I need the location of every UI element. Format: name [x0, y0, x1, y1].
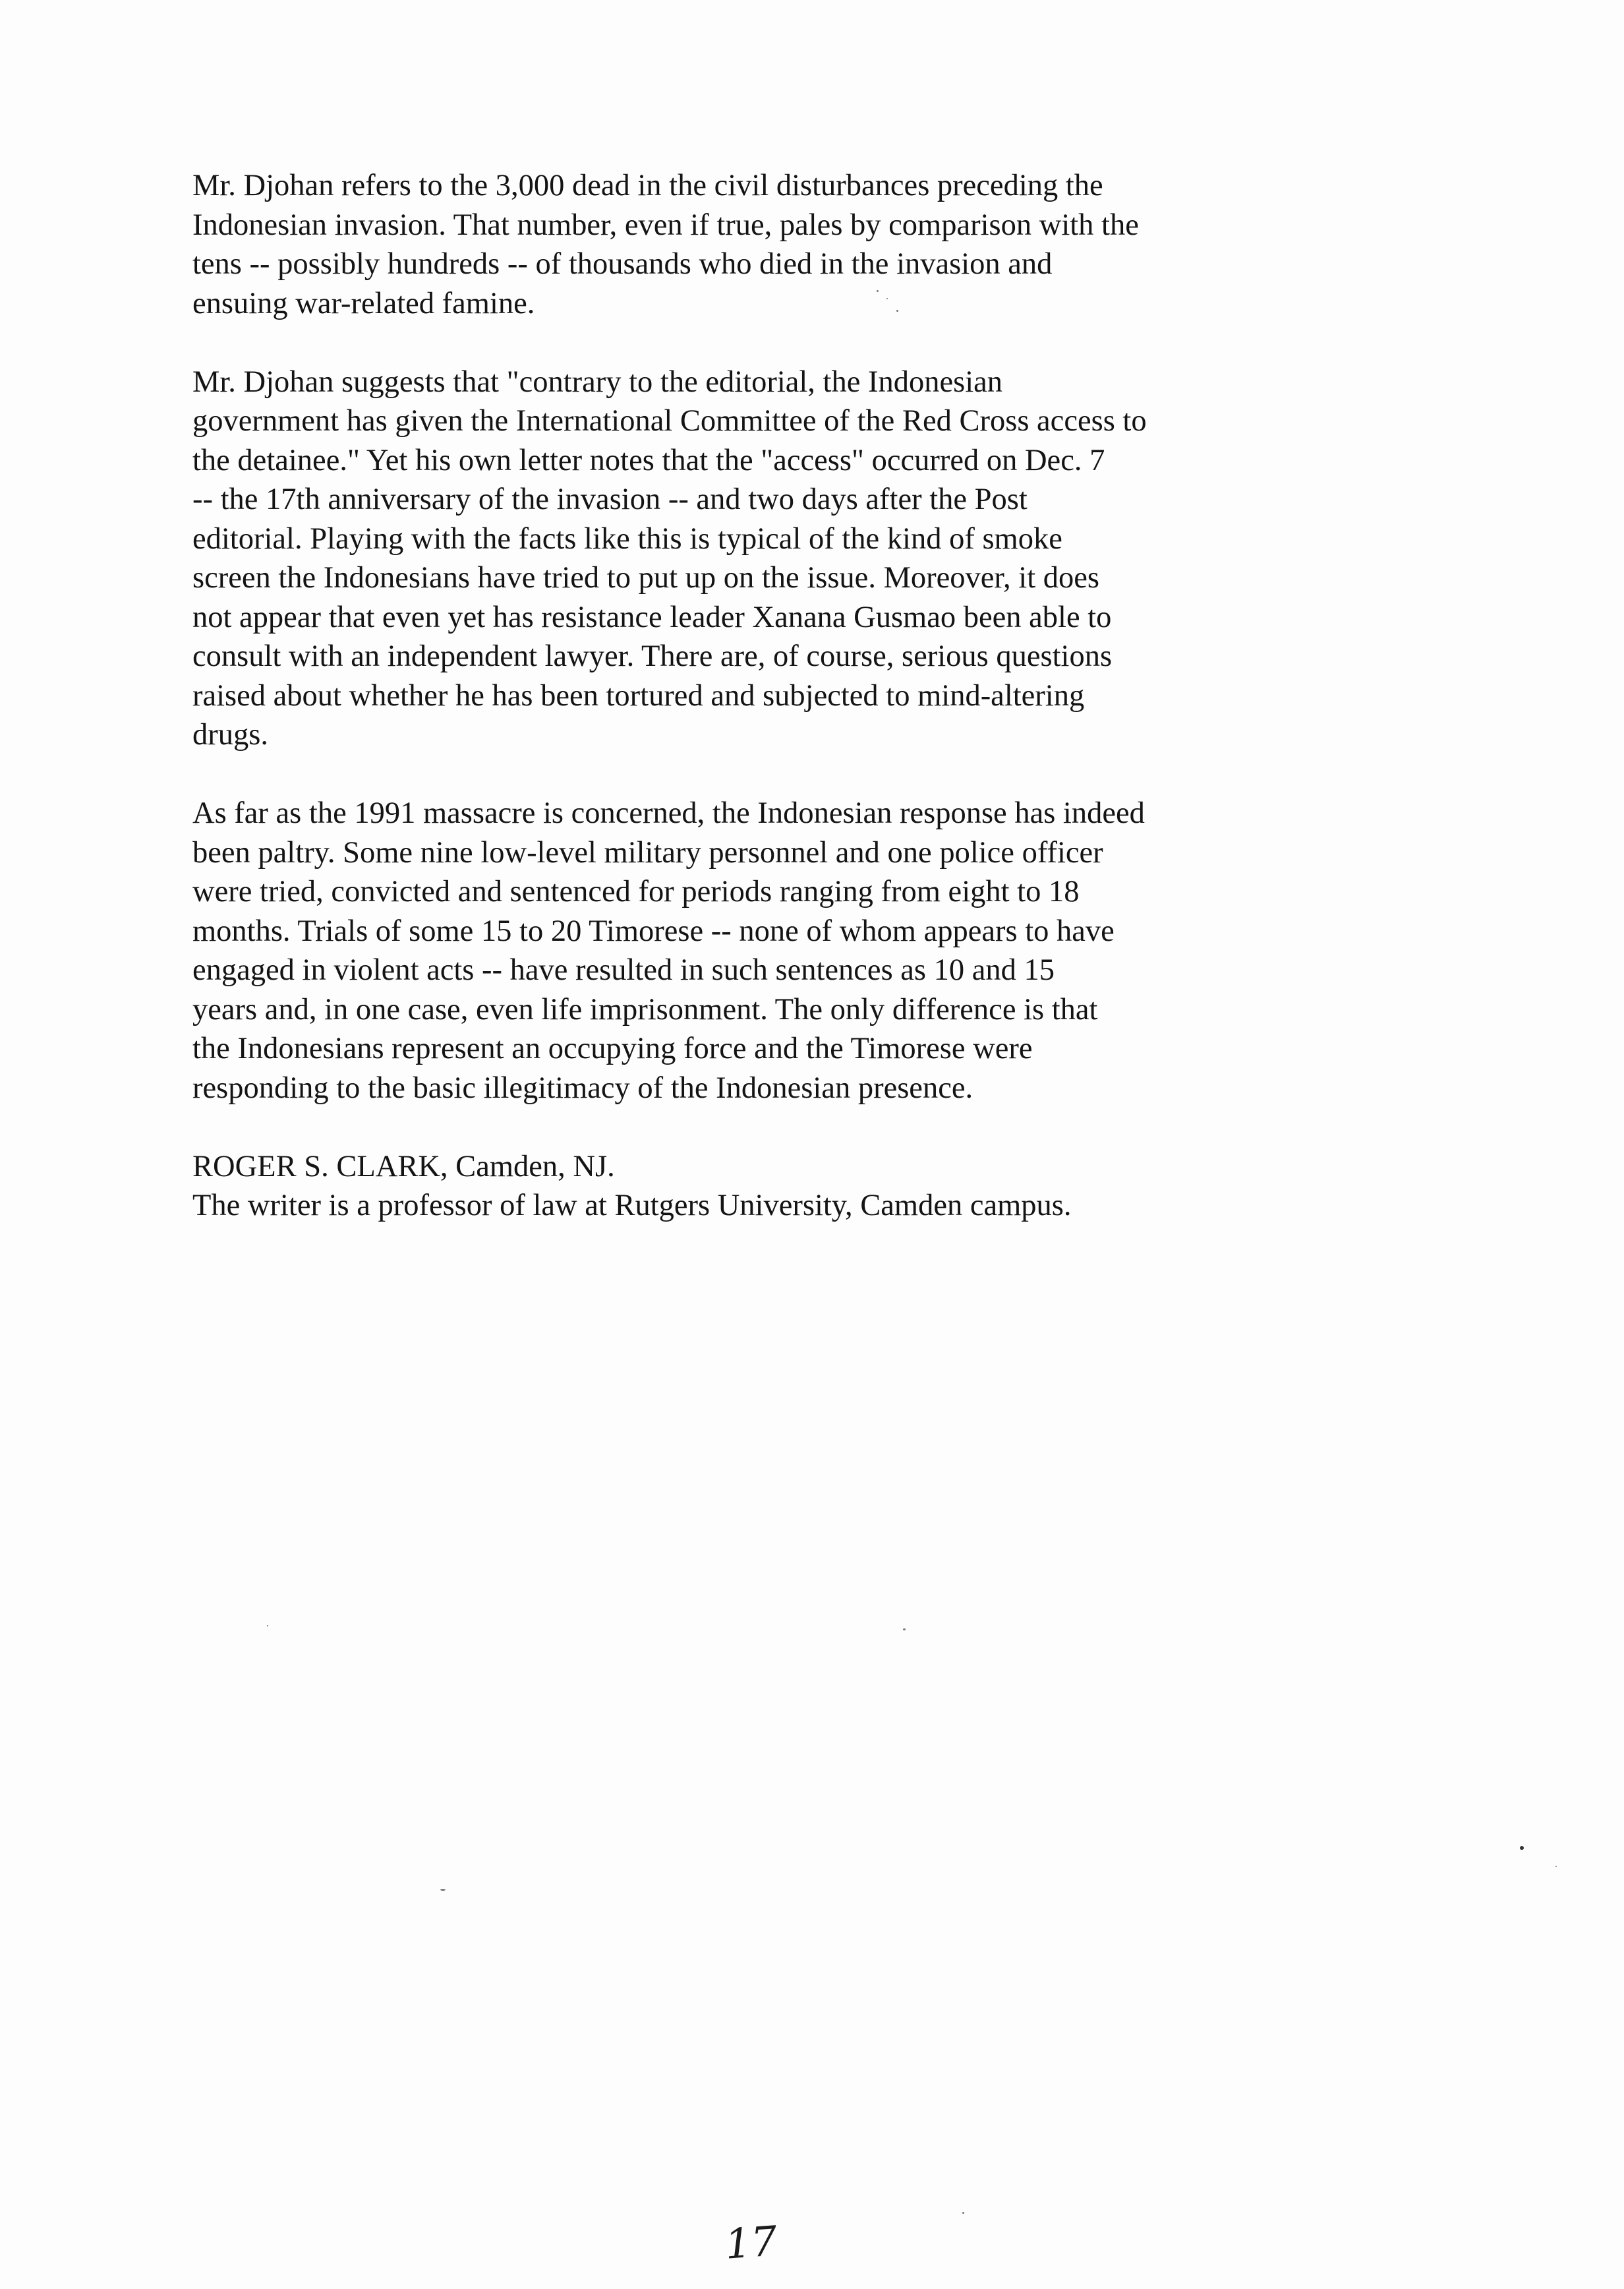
scan-speck — [1555, 1866, 1557, 1867]
scan-speck — [896, 310, 898, 312]
scan-speck — [877, 290, 879, 292]
paragraph-2: Mr. Djohan suggests that "contrary to the editorial, the Indonesian government has given the International Committee of the Red Cross access to the detainee." Yet his own letter notes that the "access" occurred on Dec. 7 -- the 17th anniversary of the invasion -- and two days after the Post editorial. Playing with the facts like this is typical of the kind of smoke screen the Indonesians have tried to put up on the issue. Moreover, it does not appear that even yet has resistance leader Xanana Gusmao been able to consult with an independent lawyer. There are, of course, serious questions raised about whether he has been tortured and subjected to mind-altering drugs. — [192, 365, 1147, 752]
page-number: 17 — [723, 2216, 779, 2269]
scan-speck — [440, 1889, 446, 1891]
scan-speck — [886, 298, 888, 299]
letter-body — [192, 166, 1306, 1226]
paragraph-1: Mr. Djohan refers to the 3,000 dead in the civil disturbances preceding the Indonesian invasion. That number, even if true, pales by comparison with the tens -- possibly hundreds -- of thousands who died in the invasion and ensuing war-related famine. — [192, 169, 1139, 320]
scan-speck — [903, 1628, 906, 1630]
paragraph-3: As far as the 1991 massacre is concerned, the Indonesian response has indeed been paltry. Some nine low-level military personnel and one police officer were tried, convicted and sentenced for periods ranging from eight to 18 months. Trials of some 15 to 20 Timorese -- none of whom appears to have engaged in violent acts -- have resulted in such sentences as 10 and 15 years and, in one case, even life imprisonment. The only difference is that the Indonesians represent an occupying force and the Timorese were responding to the basic illegitimacy of the Indonesian presence. — [192, 796, 1145, 1105]
scan-speck — [1520, 1846, 1524, 1850]
scan-speck — [962, 2212, 964, 2214]
signature-block: ROGER S. CLARK, Camden, NJ. The writer is a professor of law at Rutgers University, Camden campus. — [192, 1149, 1072, 1222]
scan-speck — [267, 1625, 268, 1626]
